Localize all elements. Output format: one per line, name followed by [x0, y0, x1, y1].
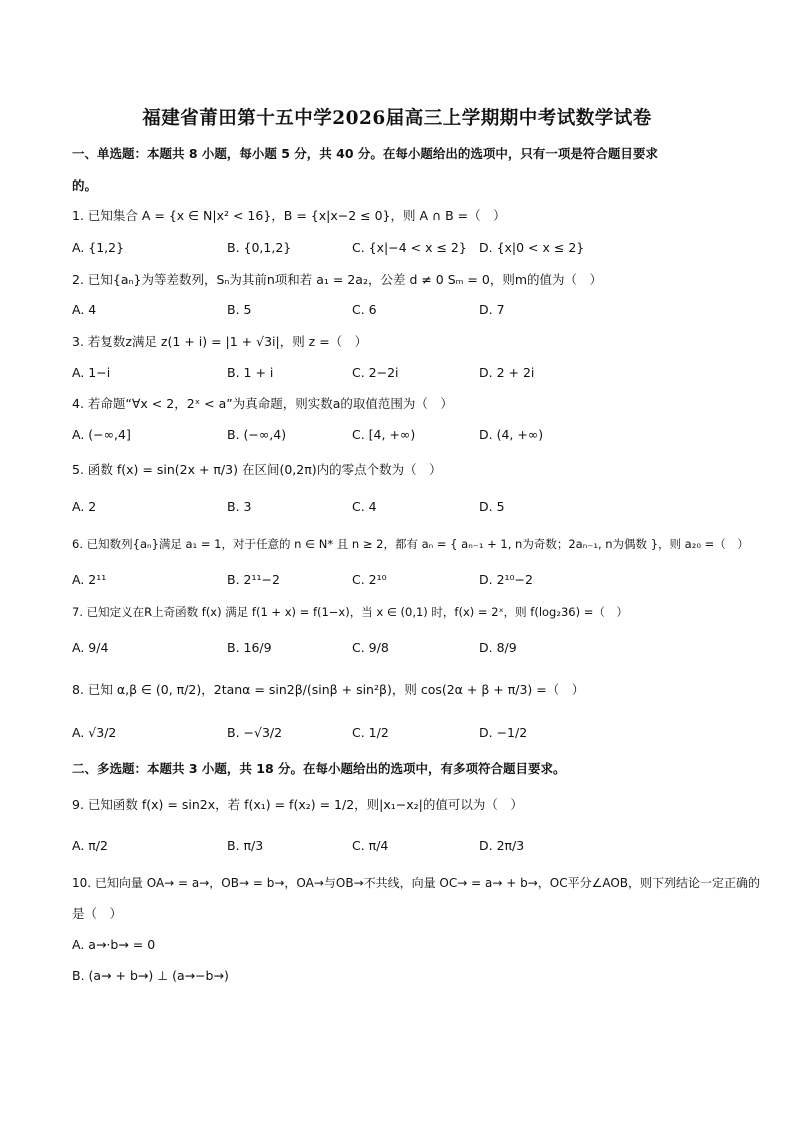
question-7-stem: 7. 已知定义在R上奇函数 f(x) 满足 f(1 + x) = f(1−x)，当 x ∈ (0,1) 时，f(x) = 2ˣ，则 f(log₂36) =（ ） [72, 605, 628, 619]
option-a: A. √3/2 [72, 725, 117, 740]
option-b: B. (−∞,4) [227, 427, 287, 442]
question-4-options [72, 427, 732, 447]
question-6-options [72, 572, 732, 592]
option-a: A. 1−i [72, 365, 111, 380]
option-d: D. (4, +∞) [479, 427, 544, 442]
option-a: A. 2¹¹ [72, 572, 107, 587]
option-a: A. 4 [72, 302, 97, 317]
option-a: A. (−∞,4] [72, 427, 131, 442]
question-10-stem: 10. 已知向量 OA→ = a→，OB→ = b→，OA→与OB→不共线，向量 OC→ = a→ + b→，OC平分∠AOB，则下列结论一定正确的 [72, 876, 761, 890]
option-b: B. π/3 [227, 838, 264, 853]
option-b: B. 3 [227, 499, 252, 514]
option-b: B. 2¹¹−2 [227, 572, 280, 587]
question-3-options [72, 365, 732, 385]
option-d: D. 8/9 [479, 640, 517, 655]
question-10-option-b: B. (a→ + b→) ⊥ (a→−b→) [72, 968, 229, 983]
option-d: D. 5 [479, 499, 505, 514]
option-a: A. {1,2} [72, 240, 125, 255]
option-c: C. 1/2 [352, 725, 389, 740]
question-7-options [72, 640, 732, 660]
option-c: C. [4, +∞) [352, 427, 416, 442]
option-b: B. 5 [227, 302, 252, 317]
option-d: D. 2π/3 [479, 838, 525, 853]
question-6-stem: 6. 已知数列{aₙ}满足 a₁ = 1，对于任意的 n ∈ N* 且 n ≥ 2，都有 aₙ = { aₙ₋₁ + 1, n为奇数；2aₙ₋₁, n为偶数 }，则 a₂₀ =（ ） [72, 537, 749, 551]
option-b: B. 16/9 [227, 640, 272, 655]
question-8-options [72, 725, 732, 745]
option-d: D. 2¹⁰−2 [479, 572, 533, 587]
option-a: A. 2 [72, 499, 97, 514]
page-title: 福建省莆田第十五中学2026届高三上学期期中考试数学试卷 [142, 108, 652, 129]
section1-heading: 一、单选题：本题共 8 小题，每小题 5 分，共 40 分。在每小题给出的选项中，只有一项是符合题目要求 [72, 146, 658, 161]
option-c: C. 9/8 [352, 640, 389, 655]
section2-heading: 二、多选题：本题共 3 小题，共 18 分。在每小题给出的选项中，有多项符合题目要求。 [72, 761, 566, 776]
question-1-stem: 1. 已知集合 A = {x ∈ N|x² < 16}，B = {x|x−2 ≤ 0}，则 A ∩ B =（ ） [72, 208, 506, 223]
option-c: C. 6 [352, 302, 377, 317]
question-5-stem: 5. 函数 f(x) = sin(2x + π/3) 在区间(0,2π)内的零点个数为（ ） [72, 462, 442, 477]
question-9-stem: 9. 已知函数 f(x) = sin2x，若 f(x₁) = f(x₂) = 1/2，则|x₁−x₂|的值可以为（ ） [72, 797, 523, 812]
option-c: C. 4 [352, 499, 377, 514]
option-a: A. 9/4 [72, 640, 109, 655]
option-b: B. −√3/2 [227, 725, 283, 740]
option-a: A. π/2 [72, 838, 108, 853]
question-10-stem-cont: 是（ ） [72, 906, 123, 921]
option-d: D. {x|0 < x ≤ 2} [479, 240, 585, 255]
option-c: C. {x|−4 < x ≤ 2} [352, 240, 467, 255]
question-9-options [72, 838, 732, 858]
option-b: B. 1 + i [227, 365, 274, 380]
section1-heading-cont: 的。 [72, 178, 98, 193]
option-c: C. 2−2i [352, 365, 399, 380]
question-10-option-a: A. a→·b→ = 0 [72, 937, 156, 952]
question-5-options [72, 499, 732, 519]
option-d: D. 7 [479, 302, 505, 317]
question-3-stem: 3. 若复数z满足 z(1 + i) = |1 + √3i|，则 z =（ ） [72, 334, 368, 349]
question-2-options [72, 302, 732, 322]
question-8-stem: 8. 已知 α,β ∈ (0, π/2)，2tanα = sin2β/(sinβ + sin²β)，则 cos(2α + β + π/3) =（ ） [72, 682, 585, 697]
option-b: B. {0,1,2} [227, 240, 292, 255]
option-c: C. 2¹⁰ [352, 572, 387, 587]
option-c: C. π/4 [352, 838, 389, 853]
question-1-options [72, 240, 732, 260]
question-4-stem: 4. 若命题“∀x < 2，2ˣ < a”为真命题，则实数a的取值范围为（ ） [72, 396, 453, 411]
option-d: D. −1/2 [479, 725, 528, 740]
option-d: D. 2 + 2i [479, 365, 535, 380]
question-2-stem: 2. 已知{aₙ}为等差数列，Sₙ为其前n项和若 a₁ = 2a₂，公差 d ≠ 0 Sₘ = 0，则m的值为（ ） [72, 272, 602, 287]
